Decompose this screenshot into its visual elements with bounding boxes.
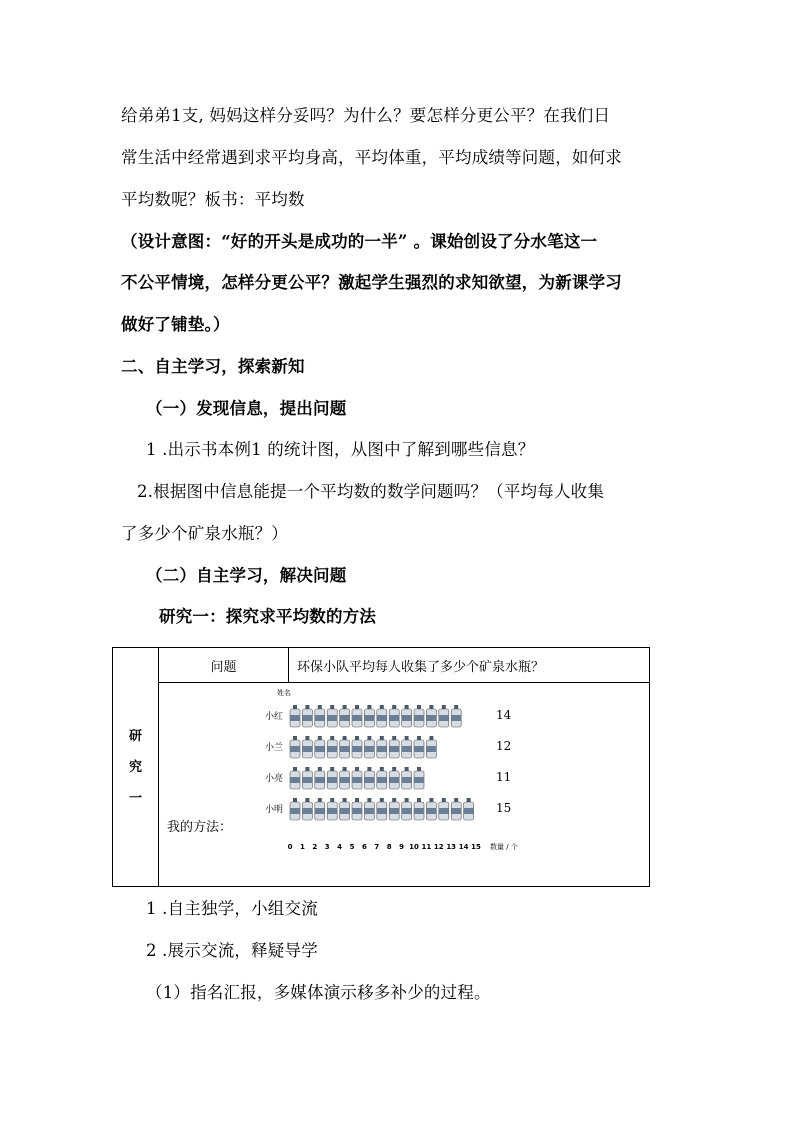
bottle-icon <box>352 736 362 758</box>
bottle-icon <box>302 705 312 727</box>
bottle-icon <box>464 798 474 820</box>
value-label: 15 <box>496 801 512 815</box>
section-heading: 二、自主学习，探索新知 <box>121 357 305 376</box>
bottle-icon <box>302 736 312 758</box>
design-intent-line-1: （设计意图：“好的开头是成功的一半” 。课始创设了分水笔这一 <box>121 232 598 251</box>
category-label: 小红 <box>264 712 283 722</box>
bottle-icon <box>439 798 449 820</box>
bottle-icon <box>377 705 387 727</box>
category-label: 小兰 <box>264 743 283 753</box>
bottle-icon <box>302 798 312 820</box>
x-tick-label: 15 <box>471 843 481 851</box>
question-header: 问题 <box>159 648 289 683</box>
bottle-icon <box>451 798 461 820</box>
bottle-icon <box>414 767 424 789</box>
bottle-icon <box>402 798 412 820</box>
x-tick-label: 2 <box>312 843 318 851</box>
bottle-icon <box>302 767 312 789</box>
chart-cell <box>159 683 650 887</box>
x-tick-label: 5 <box>349 843 355 851</box>
paragraph-line-1: 给弟弟1支, 妈妈这样分妥吗？为什么？要怎样分更公平？在我们日 <box>121 106 611 125</box>
bottle-icon <box>389 798 399 820</box>
bottle-icon <box>402 705 412 727</box>
method-label: 我的方法： <box>167 820 233 835</box>
bottle-icon <box>414 736 424 758</box>
bottle-icon <box>340 767 350 789</box>
design-intent-line-2: 不公平情境，怎样分更公平？激起学生强烈的求知欲望，为新课学习 <box>121 273 622 292</box>
bottle-icon <box>340 705 350 727</box>
paragraph-line-3: 平均数呢？板书：平均数 <box>121 190 305 209</box>
pictograph-chart <box>159 683 651 888</box>
bottle-icon <box>414 798 424 820</box>
bottle-icon <box>451 705 461 727</box>
bottle-icon <box>377 736 387 758</box>
x-tick-label: 13 <box>446 843 457 851</box>
bottle-icon <box>389 736 399 758</box>
bottle-icon <box>364 736 374 758</box>
bottle-icon <box>402 767 412 789</box>
bottle-icon <box>352 705 362 727</box>
list-item-1: 1 .出示书本例1 的统计图，从图中了解到哪些信息？ <box>146 440 535 459</box>
bottle-icon <box>315 705 325 727</box>
x-tick-label: 1 <box>299 843 305 851</box>
bottle-icon <box>315 736 325 758</box>
bottle-icon <box>364 705 374 727</box>
bottle-icon <box>377 767 387 789</box>
x-tick-label: 4 <box>337 843 343 851</box>
bottle-icon <box>290 736 300 758</box>
side-char-1: 研 <box>128 728 142 744</box>
side-char-3: 一 <box>128 790 142 806</box>
bottle-icon <box>402 736 412 758</box>
y-axis-label: 姓名 <box>277 689 291 697</box>
bottle-icon <box>426 798 436 820</box>
bottle-icon <box>340 736 350 758</box>
bottle-icon <box>290 798 300 820</box>
bottle-icon <box>426 705 436 727</box>
step-2: 2 .展示交流，释疑导学 <box>146 941 318 960</box>
x-tick-label: 0 <box>287 843 293 851</box>
bottle-icon <box>352 798 362 820</box>
bottle-icon <box>327 798 337 820</box>
bottle-icon <box>315 767 325 789</box>
bottle-icon <box>364 798 374 820</box>
list-item-2-cont: 了多少个矿泉水瓶？） <box>121 524 288 543</box>
bottle-icon <box>414 705 424 727</box>
bottle-icon <box>364 767 374 789</box>
bottle-icon <box>340 798 350 820</box>
side-char-2: 究 <box>128 759 142 775</box>
research-heading: 研究一：探究求平均数的方法 <box>159 607 377 626</box>
x-tick-label: 14 <box>458 843 469 851</box>
bottle-icon <box>426 736 436 758</box>
category-label: 小明 <box>264 805 283 815</box>
list-item-2: 2.根据图中信息能提一个平均数的数学问题吗？（平均每人收集 <box>137 482 605 501</box>
bottle-icon <box>290 705 300 727</box>
step-2-1: （1）指名汇报，多媒体演示移多补少的过程。 <box>146 983 491 1002</box>
bottle-icon <box>327 736 337 758</box>
bottle-icon <box>352 767 362 789</box>
x-tick-label: 9 <box>399 843 405 851</box>
x-tick-label: 3 <box>324 843 330 851</box>
question-text: 环保小队平均每人收集了多少个矿泉水瓶？ <box>289 648 650 683</box>
research-table <box>112 647 650 887</box>
value-label: 11 <box>496 770 512 784</box>
bottle-icon <box>389 705 399 727</box>
value-label: 12 <box>496 739 512 753</box>
research-side-label <box>113 648 159 887</box>
value-label: 14 <box>496 708 512 722</box>
bottle-icon <box>439 705 449 727</box>
step-1: 1 .自主独学，小组交流 <box>146 899 318 918</box>
x-tick-label: 10 <box>409 843 419 851</box>
bottle-icon <box>327 705 337 727</box>
x-tick-label: 8 <box>386 843 392 851</box>
bottle-icon <box>290 767 300 789</box>
x-tick-label: 12 <box>433 843 444 851</box>
x-tick-label: 7 <box>374 843 380 851</box>
design-intent-line-3: 做好了铺垫。） <box>121 315 230 334</box>
bottle-icon <box>327 767 337 789</box>
subsection-heading-2: （二）自主学习，解决问题 <box>146 566 347 585</box>
x-tick-label: 6 <box>361 843 367 851</box>
bottle-icon <box>377 798 387 820</box>
paragraph-line-2: 常生活中经常遇到求平均身高，平均体重，平均成绩等问题，如何求 <box>121 148 622 167</box>
bottle-icon <box>389 767 399 789</box>
x-axis-label: 数量 / 个 <box>490 843 518 851</box>
subsection-heading-1: （一）发现信息，提出问题 <box>146 399 347 418</box>
category-label: 小亮 <box>264 774 283 784</box>
x-tick-label: 11 <box>421 843 432 851</box>
bottle-icon <box>315 798 325 820</box>
